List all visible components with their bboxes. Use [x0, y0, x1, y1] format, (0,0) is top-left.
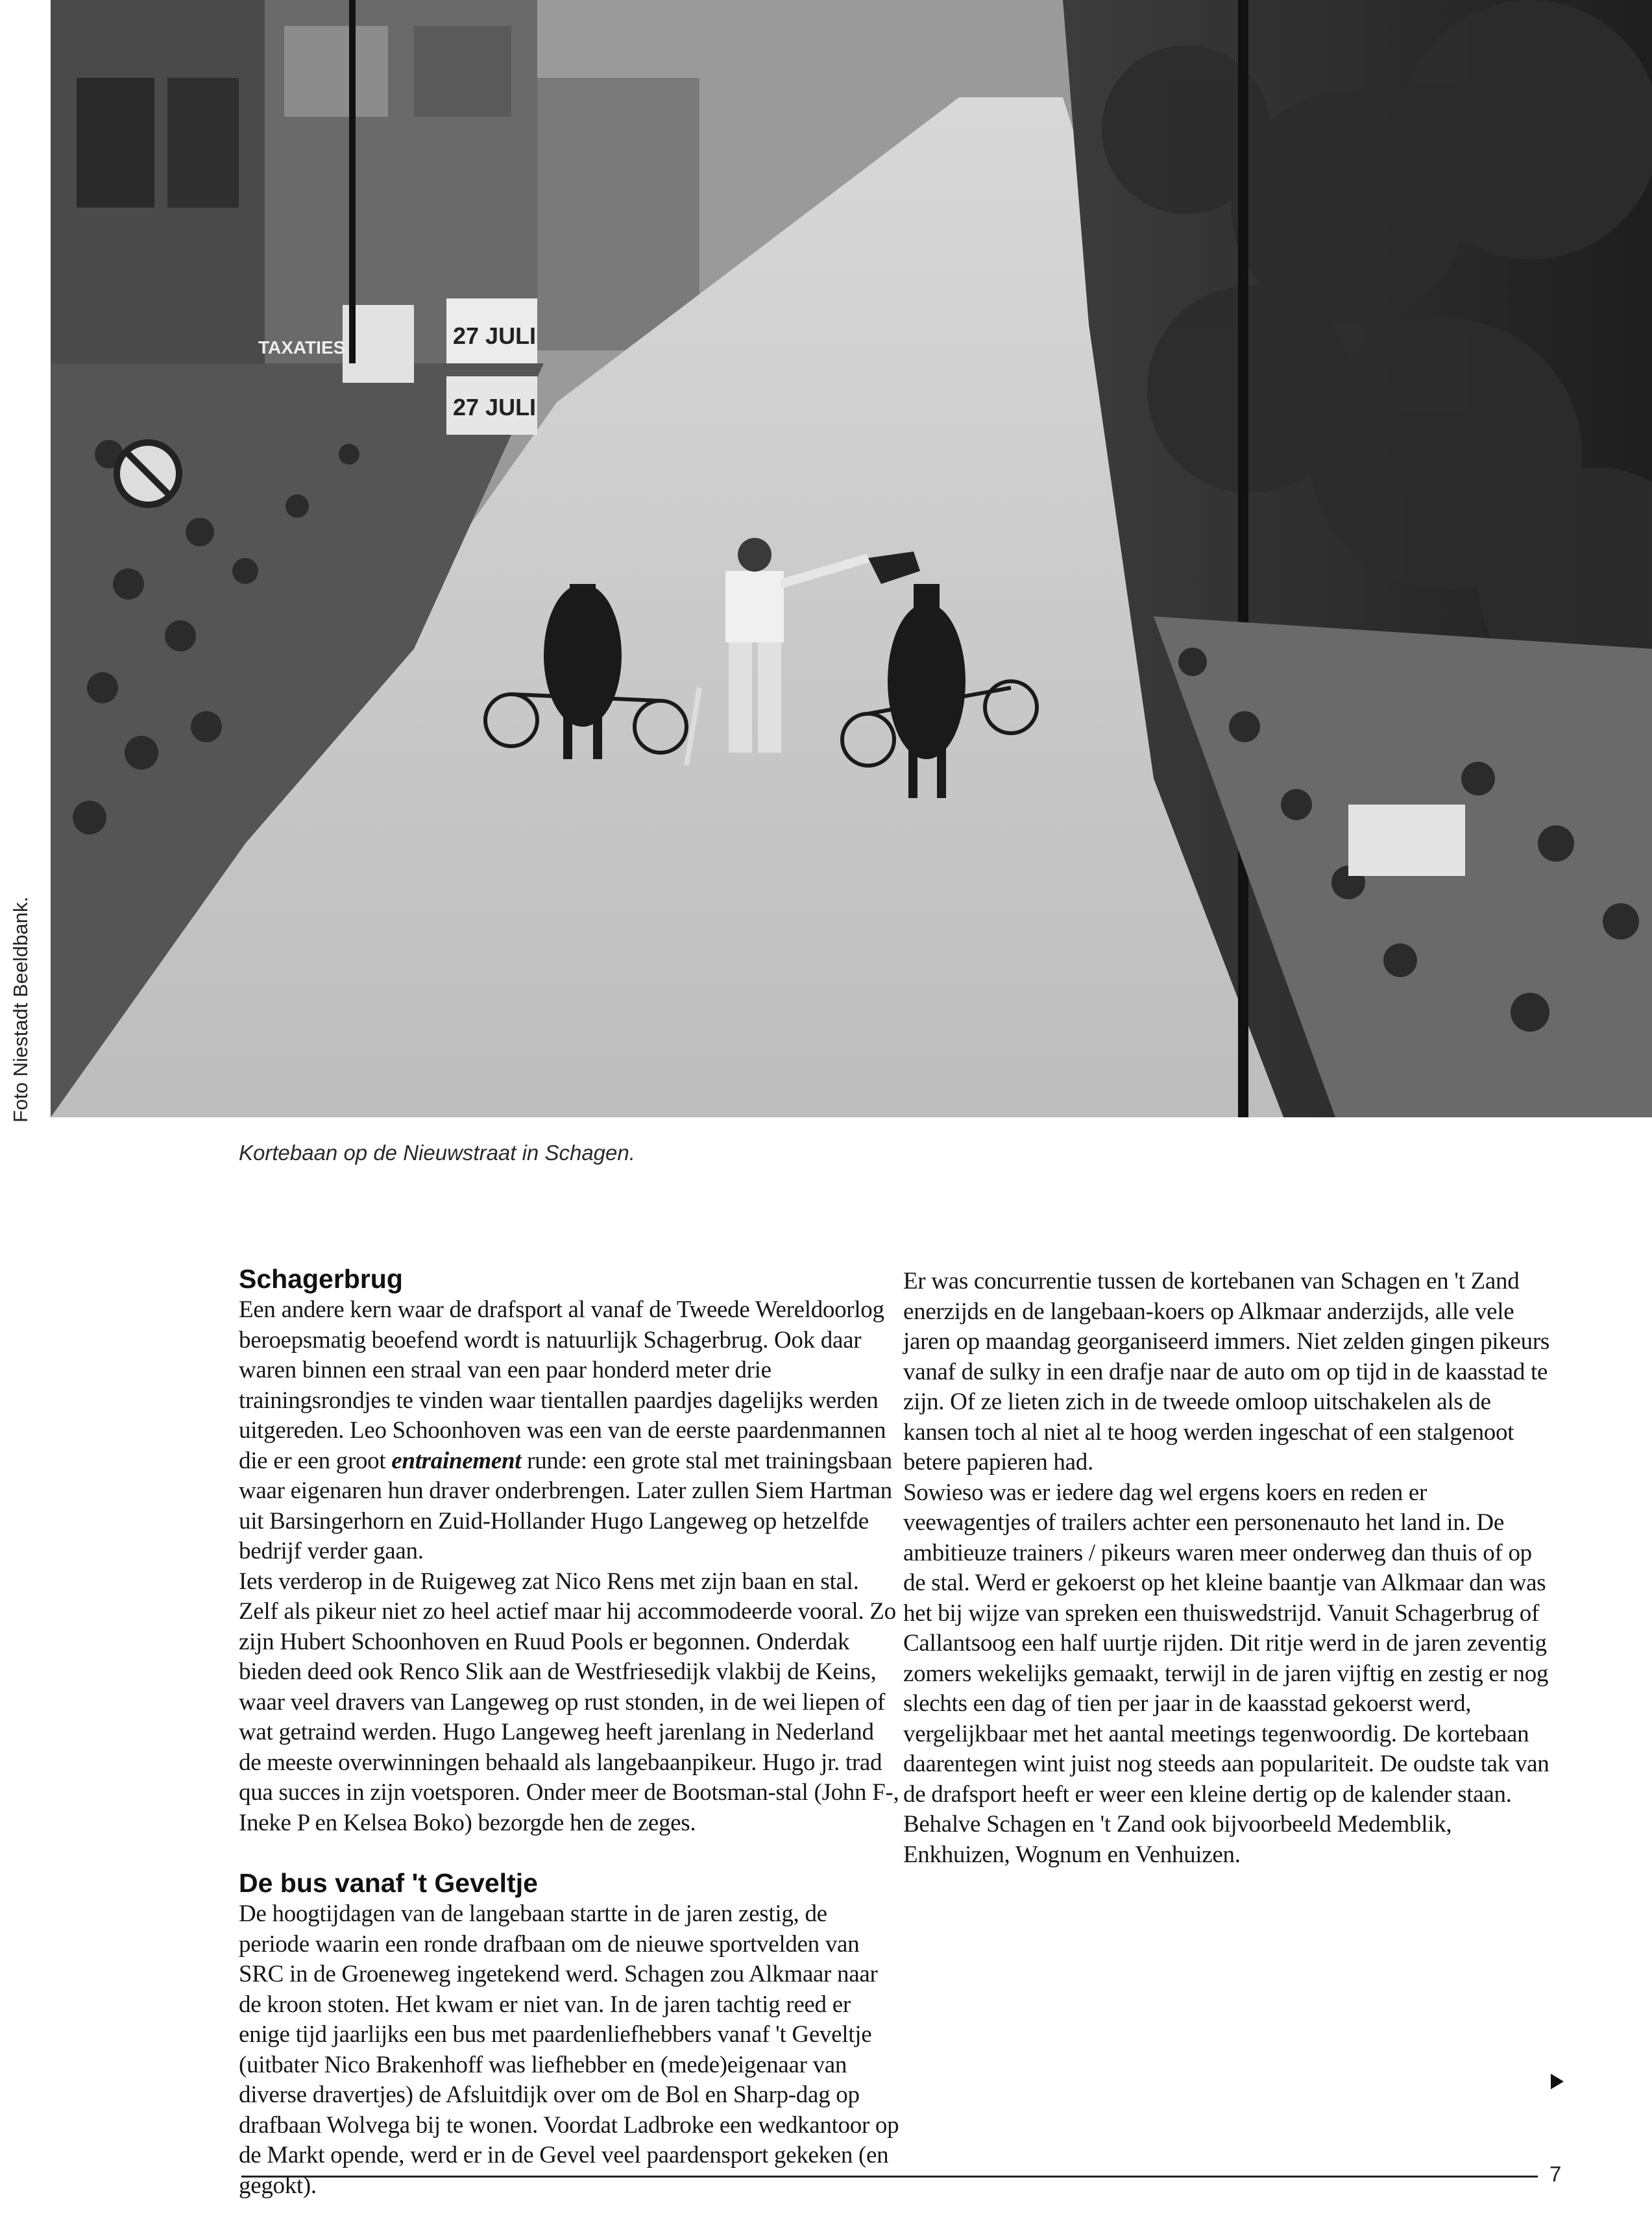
text-run: runde: een grote stal met trainingsbaan waar eigenaren hun draver onderbrengen. Later zullen Siem Hartman uit Barsingerhorn en Zuid-Hollander Hugo Langeweg op hetzelfde bedrijf verder gaan. [239, 1447, 892, 1564]
street-race-photo [51, 0, 1652, 1117]
poster-a-text: 27 JULI [453, 322, 537, 349]
paragraph-bus-1: De hoogtijdagen van de langebaan startte in de jaren zestig, de periode waarin een ronde drafbaan om de nieuwe sportvelden van SRC in de Groeneweg ingetekend werd. Schagen zou Alkmaar naar de kroon stoten. Het kwam er niet van. In de jaren tachtig reed er enige tijd jaarlijks een bus met paardenliefhebbers vanaf 't Geveltje (uitbater Nico Brakenhoff was liefhebber en (mede)eigenaar van diverse dravertjes) de Afsluitdijk over om de Bol en Sharp-dag op drafbaan Wolvega bij te wonen. Voordat Ladbroke een wedkantoor op de Markt opende, werd er in de Gevel veel paardensport gekeken (en gegokt). [239, 1900, 899, 2199]
text-run: Een andere kern waar de drafsport al vanaf de Tweede Wereldoorlog beroepsmatig beoefend wordt is natuurlijk Schagerbrug. Ook daar waren binnen een straal van een paar honderd meter drie trainingsrondjes te vinden waar tientallen paardjes dagelijks werden uitgereden. Leo Schoonhoven was een van de eerste paardenmannen die er een groot [239, 1296, 886, 1474]
article-column-right [903, 1267, 1559, 1870]
photo-credit: Foto Niestadt Beeldbank. [9, 896, 32, 1123]
emphasis-entrainement: entrainement [391, 1447, 522, 1474]
paragraph-bus-3: Sowieso was er iedere dag wel ergens koers en reden er veewagentjes of trailers achter een personenauto het land in. De ambitieuze trainers / pikeurs waren meer onderweg dan thuis of op de stal. Werd er gekoerst op het kleine baantje van Alkmaar dan was het bij wijze van spreken een thuiswedstrijd. Vanuit Schagerbrug of Callantsoog een half uurtje rijden. Dit ritje werd in de jaren zeventig zomers wekelijks gemaakt, terwijl in de jaren vijftig en zestig er nog slechts een dag of tien per jaar in de kaasstad gekoerst werd, vergelijkbaar met het aantal meetings tegenwoordig. De kortebaan daarentegen wint juist nog steeds aan populariteit. De oudste tak van de drafsport heeft er weer een kleine dertig op de kalender staan. Behalve Schagen en 't Zand ook bijvoorbeeld Medemblik, Enkhuizen, Wognum en Venhuizen. [903, 1479, 1549, 1868]
paragraph-schagerbrug-2: Iets verderop in de Ruigeweg zat Nico Rens met zijn baan en stal. Zelf als pikeur niet zo heel actief maar hij accommodeerde vooral. Zo zijn Hubert Schoonhoven en Ruud Pools er begonnen. Onderdak bieden deed ook Renco Slik aan de Westfriesedijk vlakbij de Keins, waar veel dravers van Langeweg op rust stonden, in de wei liepen of wat getraind werden. Hugo Langeweg heeft jarenlang in Nederland de meeste overwinningen behaald als langebaanpikeur. Hugo jr. trad qua succes in zijn voetsporen. Onder meer de Bootsman-stal (John F-, Ineke P en Kelsea Boko) bezorgde hen de zeges. [239, 1568, 899, 1836]
footer-rule [241, 2176, 1538, 2178]
shop-sign-text: TAXATIES [258, 337, 346, 358]
paragraph-schagerbrug-1 [239, 1295, 901, 1567]
garden-chairs [1348, 805, 1465, 876]
photo-illustration [51, 0, 1652, 1117]
poster-b-text: 27 JULI [453, 394, 537, 420]
triangle-right-icon [1551, 2074, 1564, 2089]
paragraph-bus-2: Er was concurrentie tussen de kortebanen van Schagen en 't Zand enerzijds en de langebaan-koers op Alkmaar anderzijds, alle vele jaren op maandag georganiseerd immers. Niet zelden gingen pikeurs vanaf de sulky in een drafje naar de auto om op tijd in de kaasstad te zijn. Of ze lieten zich in de tweede omloop uitschakelen als de kansen toch al niet al te hoog werden ingeschat of een stalgenoot betere papieren had. [903, 1268, 1549, 1475]
article-column-left [239, 1265, 901, 2201]
page-number: 7 [1549, 2162, 1562, 2186]
section-heading-schagerbrug: Schagerbrug [239, 1264, 403, 1294]
lamp-pole [1238, 0, 1248, 1117]
photo-caption: Kortebaan op de Nieuwstraat in Schagen. [239, 1141, 635, 1165]
section-heading-bus: De bus vanaf 't Geveltje [239, 1868, 538, 1898]
